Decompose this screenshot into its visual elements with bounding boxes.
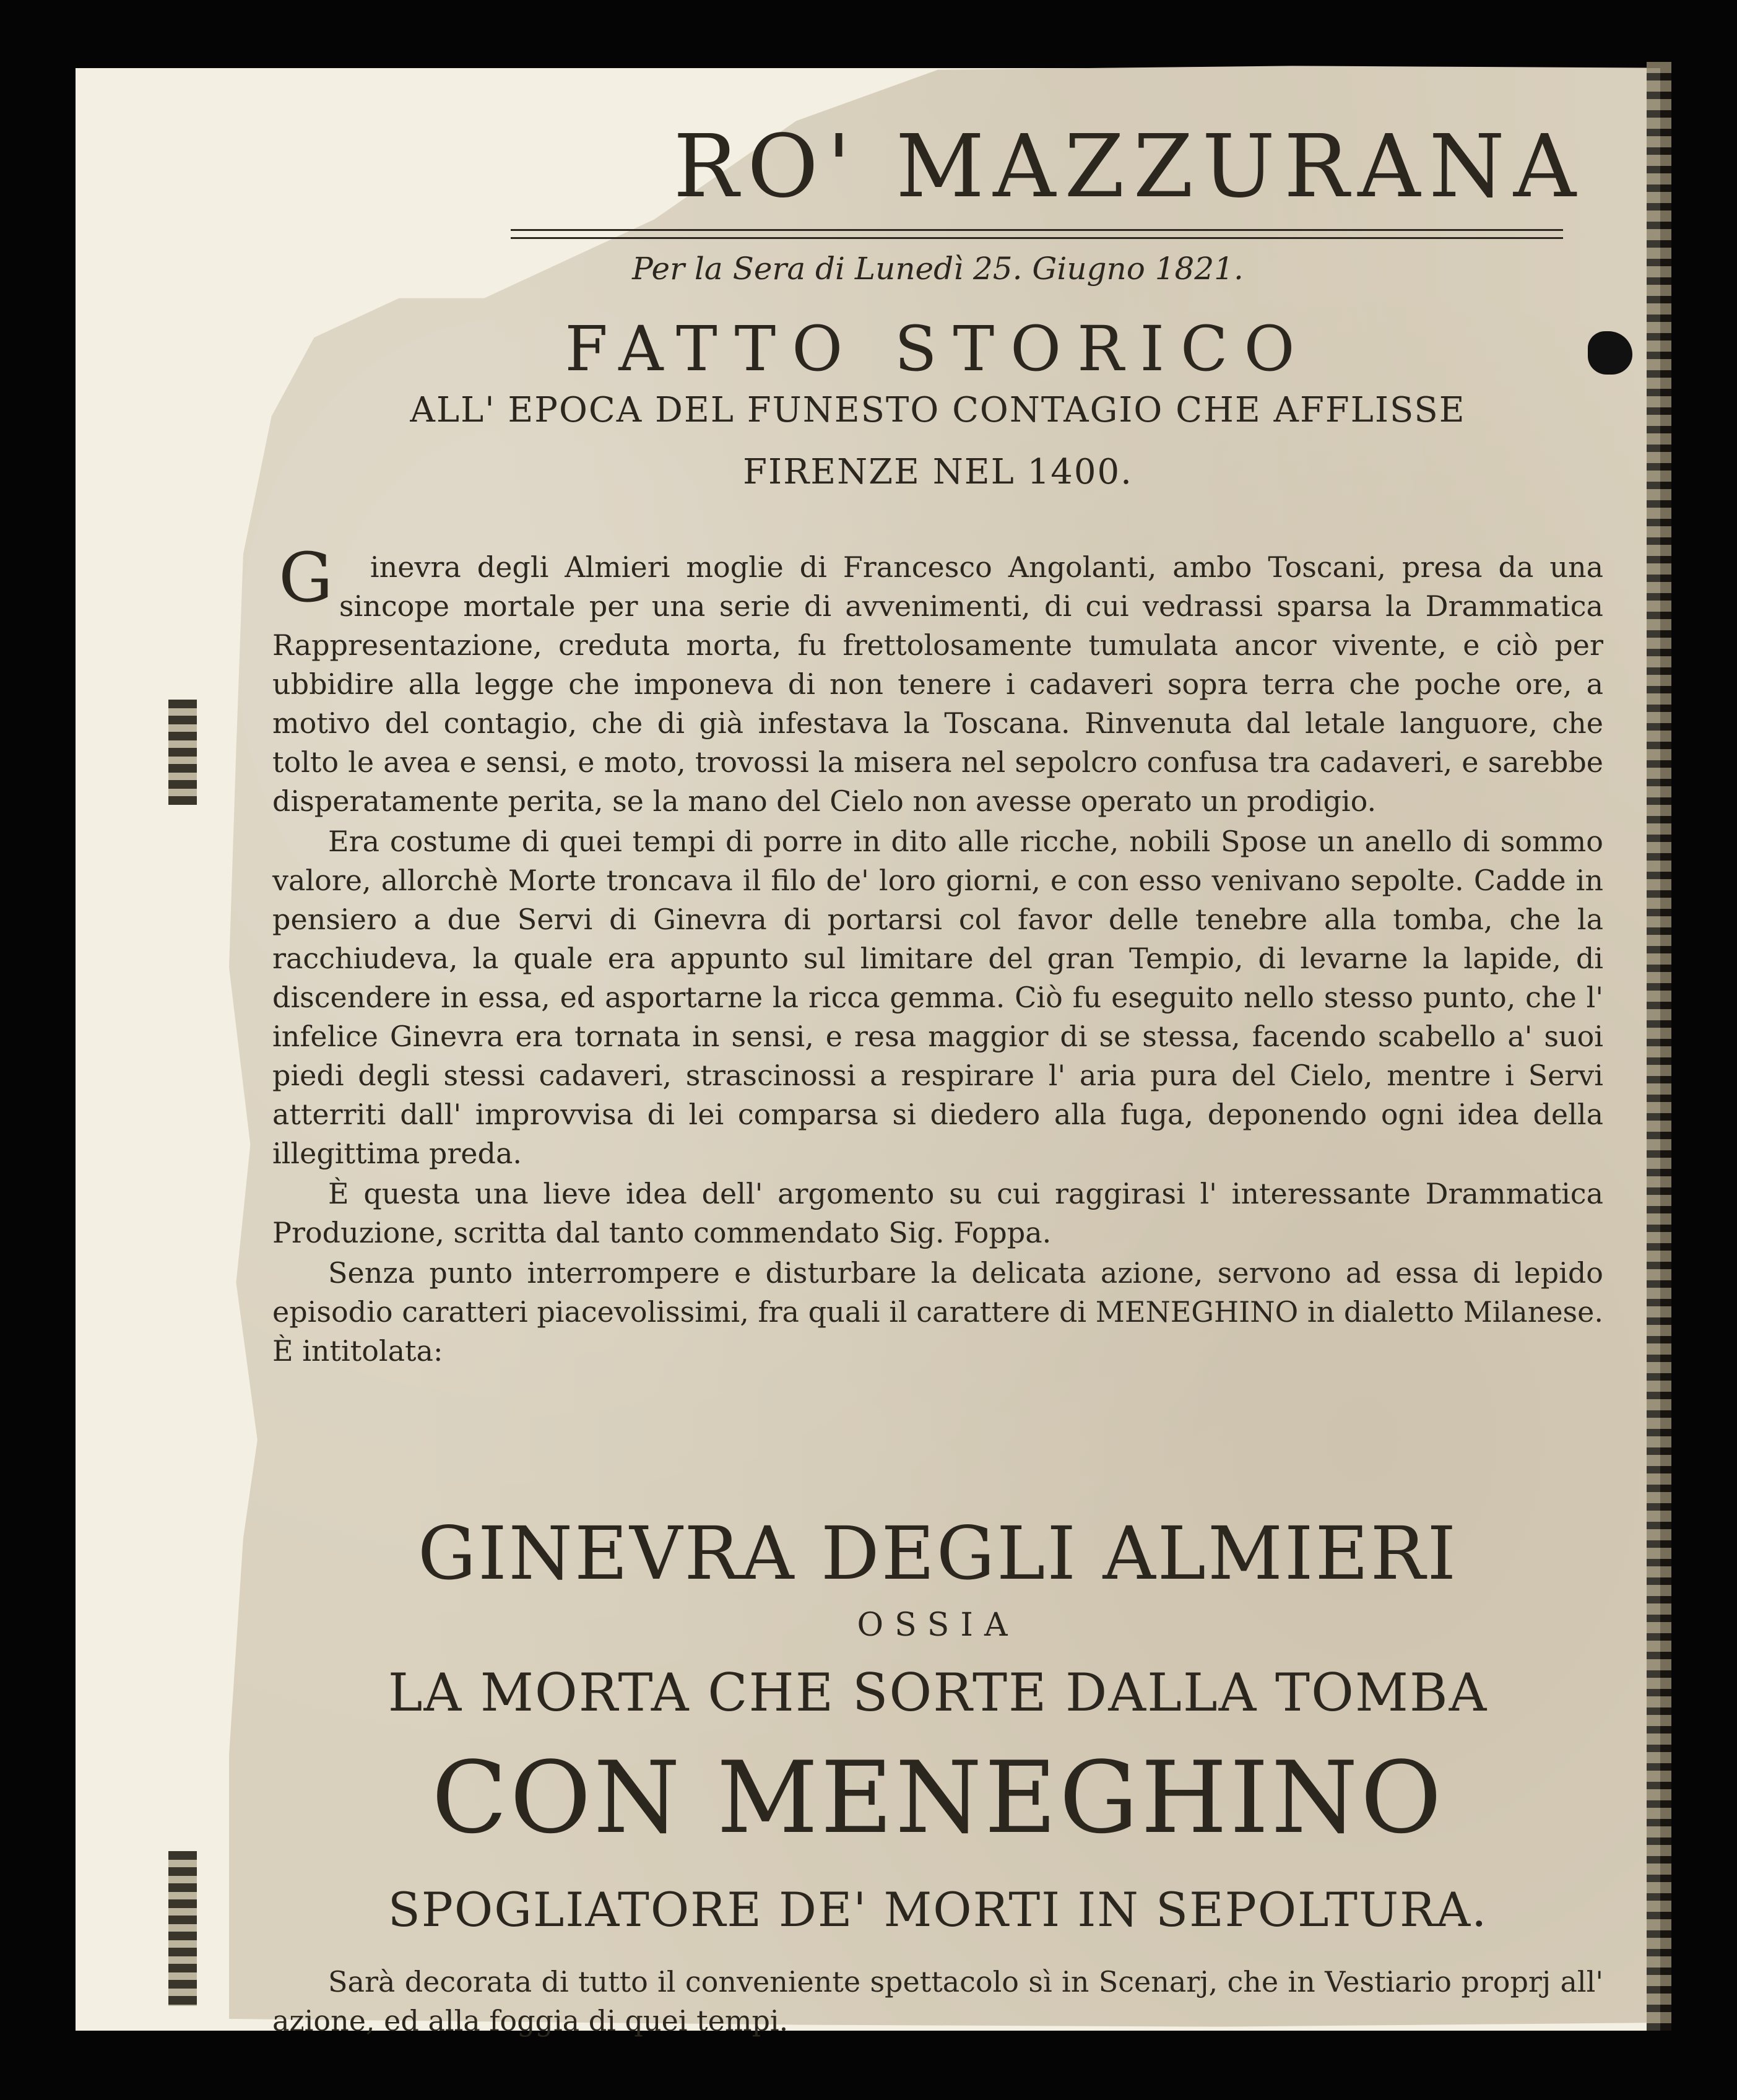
synopsis-paragraph-3: È questa una lieve idea dell' argomento su cui raggirasi l' interessante Drammatica Produzione, scritta dal tanto commendato Sig. Foppa. bbox=[272, 1177, 1603, 1249]
play-title-ossia: OSSIA bbox=[857, 1607, 1019, 1644]
synopsis-paragraph-2: Era costume di quei tempi di porre in dito alle ricche, nobili Spose un anello di sommo valore, allorchè Morte troncava il filo de' loro giorni, e con esso venivano sepolte. Cadde in pensiero a due Servi di Ginevra di portarsi col favor delle tenebre alla tomba, che la racchiudeva, la quale era appunto sul limitare del gran Tempio, di levarne la lapide, di discendere in essa, ed asportarne la ricca gemma. Ciò fu eseguito nello stesso punto, che l' infelice Ginevra era tornata in sensi, e resa maggior di se stessa, facendo scabello a' suoi piedi degli stessi cadaveri, strascinossi a respirare l' aria pura del Cielo, mentre i Servi atterriti dall' improvvisa di lei comparsa si diedero alla fuga, deponendo ogni idea della illegittima preda. bbox=[272, 825, 1603, 1170]
synopsis-paragraph-4: Senza punto interrompere e disturbare la delicata azione, servono ad essa di lepido episodio caratteri piacevolissimi, fra quali il carattere di MENEGHINO in dialetto Milanese. È intitolata: bbox=[272, 1256, 1603, 1368]
heading-fatto-storico: FATTO STORICO bbox=[565, 313, 1311, 385]
masthead-rule bbox=[511, 229, 1563, 239]
ornament-fragment-left-bottom bbox=[168, 1851, 197, 2006]
theatre-masthead: RO' MAZZURANA bbox=[673, 116, 1585, 217]
play-title-spogliatore: SPOGLIATORE DE' MORTI IN SEPOLTURA. bbox=[388, 1882, 1488, 1937]
play-title-meneghino: CON MENEGHINO bbox=[431, 1740, 1444, 1855]
drop-cap: G bbox=[279, 538, 333, 617]
play-title-main: GINEVRA DEGLI ALMIERI bbox=[417, 1511, 1458, 1596]
performance-dateline: Per la Sera di Lunedì 25. Giugno 1821. bbox=[632, 251, 1244, 287]
subheading-epoca: ALL' EPOCA DEL FUNESTO CONTAGIO CHE AFFLISSE bbox=[410, 390, 1466, 430]
play-subtitle: LA MORTA CHE SORTE DALLA TOMBA bbox=[388, 1662, 1488, 1723]
synopsis-paragraph-1: G inevra degli Almieri moglie di Francesco Angolanti, ambo Toscani, presa da una sincope mortale per una serie di avvenimenti, di cui vedrassi sparsa la Drammatica Rappresentazione, creduta morta, fu frettolosamente tumulata ancor vivente, e ciò per ubbidire alla legge che imponeva di non tenere i cadaveri sopra terra che poche ore, a motivo del contagio, che di già infestava la Toscana. Rinvenuta dal letale languore, che tolto le avea e sensi, e moto, trovossi la misera nel sepolcro confusa tra cadaveri, e sarebbe disperatamente perita, se la mano del Cielo non avesse operato un prodigio. bbox=[272, 548, 1603, 821]
synopsis-text bbox=[272, 538, 1603, 1372]
closing-note: Sarà decorata di tutto il conveniente spettacolo sì in Scenarj, che in Vestiario proprj all' azione, ed alla foggia di quei tempi. bbox=[272, 1965, 1603, 2037]
subheading-firenze: FIRENZE NEL 1400. bbox=[743, 452, 1133, 492]
ornamental-border-right bbox=[1647, 62, 1671, 2031]
ornament-fragment-left-top bbox=[168, 700, 197, 805]
